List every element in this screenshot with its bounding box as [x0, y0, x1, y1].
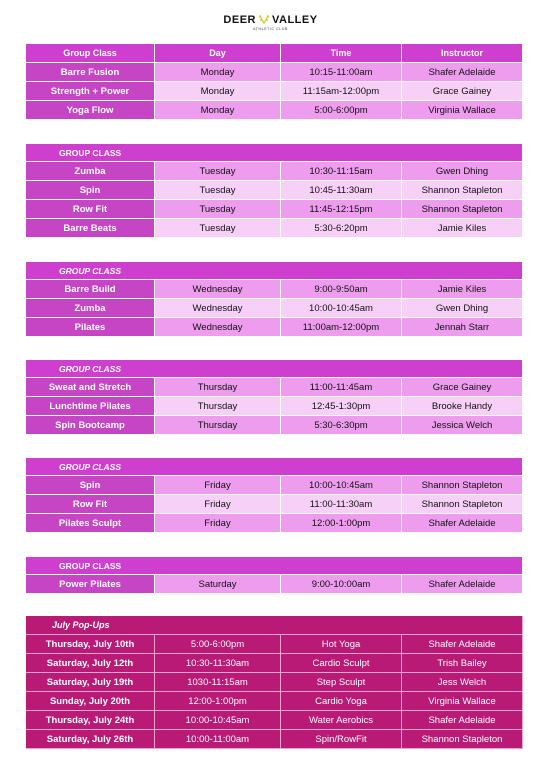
class-day: Friday — [155, 476, 281, 495]
class-instructor: Gwen Dhing — [402, 162, 523, 181]
class-day: Friday — [155, 495, 281, 514]
class-name: Zumba — [26, 162, 155, 181]
section-header: GROUP CLASS — [26, 144, 523, 162]
popup-instructor: Jess Welch — [402, 673, 523, 692]
class-time: 11:00-11:30am — [281, 495, 402, 514]
tuesday-schedule-table — [26, 144, 523, 238]
table-row — [26, 82, 523, 101]
class-name: Strength + Power — [26, 82, 155, 101]
class-day: Friday — [155, 514, 281, 533]
section-header-row — [26, 144, 523, 162]
friday-schedule-table — [26, 458, 523, 533]
class-instructor: Shafer Adelaide — [402, 63, 523, 82]
class-day: Wednesday — [155, 318, 281, 337]
class-time: 9:00-10:00am — [281, 575, 402, 594]
table-header-row — [26, 44, 523, 63]
class-name: Row Fit — [26, 200, 155, 219]
class-name: Spin — [26, 181, 155, 200]
class-day: Thursday — [155, 378, 281, 397]
table-row — [26, 730, 523, 749]
monday-schedule-table — [26, 44, 523, 120]
class-instructor: Virginia Wallace — [402, 101, 523, 120]
popup-class: Hot Yoga — [281, 635, 402, 654]
table-row — [26, 575, 523, 594]
class-name: Row Fit — [26, 495, 155, 514]
class-time: 10:45-11:30am — [281, 181, 402, 200]
class-instructor: Gwen Dhing — [402, 299, 523, 318]
thursday-schedule-table — [26, 360, 523, 435]
class-instructor: Shannon Stapleton — [402, 476, 523, 495]
popup-class: Step Sculpt — [281, 673, 402, 692]
section-header: GROUP CLASS — [26, 262, 523, 280]
table-row — [26, 200, 523, 219]
popup-class: Cardio Sculpt — [281, 654, 402, 673]
section-header-row — [26, 360, 523, 378]
class-instructor: Jessica Welch — [402, 416, 523, 435]
wednesday-schedule-table — [26, 262, 523, 337]
table-row — [26, 514, 523, 533]
class-name: Power Pilates — [26, 575, 155, 594]
section-header: GROUP CLASS — [26, 557, 523, 575]
class-day: Tuesday — [155, 162, 281, 181]
table-row — [26, 280, 523, 299]
section-header: July Pop-Ups — [26, 616, 523, 635]
section-header: GROUP CLASS — [26, 360, 523, 378]
class-instructor: Grace Gainey — [402, 82, 523, 101]
popup-date: Saturday, July 12th — [26, 654, 155, 673]
table-row — [26, 711, 523, 730]
col-header-time: Time — [281, 44, 402, 63]
class-day: Wednesday — [155, 299, 281, 318]
popup-date: Saturday, July 26th — [26, 730, 155, 749]
popup-class: Water Aerobics — [281, 711, 402, 730]
july-popups-table — [26, 616, 523, 749]
table-row — [26, 219, 523, 238]
class-time: 11:15am-12:00pm — [281, 82, 402, 101]
logo-text-left: DEER — [223, 14, 256, 26]
section-header: GROUP CLASS — [26, 458, 523, 476]
class-day: Wednesday — [155, 280, 281, 299]
popup-date: Sunday, July 20th — [26, 692, 155, 711]
class-time: 5:30-6:30pm — [281, 416, 402, 435]
section-header-row — [26, 616, 523, 635]
popup-date: Saturday, July 19th — [26, 673, 155, 692]
col-header-group-class: Group Class — [26, 44, 155, 63]
popup-instructor: Shannon Stapleton — [402, 730, 523, 749]
class-time: 11:00-11:45am — [281, 378, 402, 397]
table-row — [26, 635, 523, 654]
class-day: Monday — [155, 82, 281, 101]
saturday-schedule-table — [26, 557, 523, 594]
col-header-instructor: Instructor — [402, 44, 523, 63]
class-time: 10:15-11:00am — [281, 63, 402, 82]
class-name: Barre Beats — [26, 219, 155, 238]
antler-icon — [258, 14, 270, 26]
class-name: Pilates Sculpt — [26, 514, 155, 533]
class-instructor: Brooke Handy — [402, 397, 523, 416]
table-row — [26, 397, 523, 416]
class-time: 10:00-10:45am — [281, 476, 402, 495]
class-instructor: Grace Gainey — [402, 378, 523, 397]
section-header-row — [26, 262, 523, 280]
class-name: Spin — [26, 476, 155, 495]
class-name: Sweat and Stretch — [26, 378, 155, 397]
class-time: 9:00-9:50am — [281, 280, 402, 299]
class-name: Pilates — [26, 318, 155, 337]
table-row — [26, 654, 523, 673]
class-instructor: Shannon Stapleton — [402, 200, 523, 219]
table-row — [26, 318, 523, 337]
class-name: Barre Build — [26, 280, 155, 299]
table-row — [26, 299, 523, 318]
popup-time: 10:30-11:30am — [155, 654, 281, 673]
class-time: 5:00-6:00pm — [281, 101, 402, 120]
class-name: Zumba — [26, 299, 155, 318]
class-day: Saturday — [155, 575, 281, 594]
table-row — [26, 162, 523, 181]
class-time: 12:45-1:30pm — [281, 397, 402, 416]
table-row — [26, 495, 523, 514]
table-row — [26, 181, 523, 200]
logo-subtitle: ATHLETIC CLUB — [253, 27, 288, 31]
class-instructor: Shannon Stapleton — [402, 495, 523, 514]
popup-instructor: Virginia Wallace — [402, 692, 523, 711]
popup-instructor: Trish Bailey — [402, 654, 523, 673]
popup-date: Thursday, July 24th — [26, 711, 155, 730]
section-header-row — [26, 557, 523, 575]
table-row — [26, 673, 523, 692]
class-time: 12:00-1:00pm — [281, 514, 402, 533]
table-row — [26, 476, 523, 495]
class-day: Thursday — [155, 397, 281, 416]
table-row — [26, 101, 523, 120]
club-logo — [0, 14, 541, 31]
popup-time: 1030-11:15am — [155, 673, 281, 692]
popup-time: 10:00-11:00am — [155, 730, 281, 749]
class-name: Yoga Flow — [26, 101, 155, 120]
class-day: Tuesday — [155, 200, 281, 219]
class-day: Monday — [155, 63, 281, 82]
section-header-row — [26, 458, 523, 476]
popup-class: Cardio Yoga — [281, 692, 402, 711]
table-row — [26, 416, 523, 435]
class-day: Thursday — [155, 416, 281, 435]
popup-class: Spin/RowFit — [281, 730, 402, 749]
class-time: 5:30-6:20pm — [281, 219, 402, 238]
class-instructor: Jamie Kiles — [402, 280, 523, 299]
col-header-day: Day — [155, 44, 281, 63]
class-time: 11:00am-12:00pm — [281, 318, 402, 337]
class-instructor: Jamie Kiles — [402, 219, 523, 238]
class-instructor: Jennah Starr — [402, 318, 523, 337]
logo-wordmark — [223, 14, 317, 26]
popup-time: 12:00-1:00pm — [155, 692, 281, 711]
class-instructor: Shafer Adelaide — [402, 514, 523, 533]
class-time: 10:00-10:45am — [281, 299, 402, 318]
class-day: Tuesday — [155, 181, 281, 200]
table-row — [26, 378, 523, 397]
popup-time: 5:00-6:00pm — [155, 635, 281, 654]
class-day: Monday — [155, 101, 281, 120]
class-instructor: Shannon Stapleton — [402, 181, 523, 200]
class-name: Spin Bootcamp — [26, 416, 155, 435]
class-time: 11:45-12:15pm — [281, 200, 402, 219]
class-instructor: Shafer Adelaide — [402, 575, 523, 594]
popup-instructor: Shafer Adelaide — [402, 711, 523, 730]
popup-date: Thursday, July 10th — [26, 635, 155, 654]
class-time: 10:30-11:15am — [281, 162, 402, 181]
logo-text-right: VALLEY — [271, 14, 318, 26]
table-row — [26, 63, 523, 82]
table-row — [26, 692, 523, 711]
class-day: Tuesday — [155, 219, 281, 238]
popup-instructor: Shafer Adelaide — [402, 635, 523, 654]
class-name: Lunchtime Pilates — [26, 397, 155, 416]
class-name: Barre Fusion — [26, 63, 155, 82]
popup-time: 10:00-10:45am — [155, 711, 281, 730]
